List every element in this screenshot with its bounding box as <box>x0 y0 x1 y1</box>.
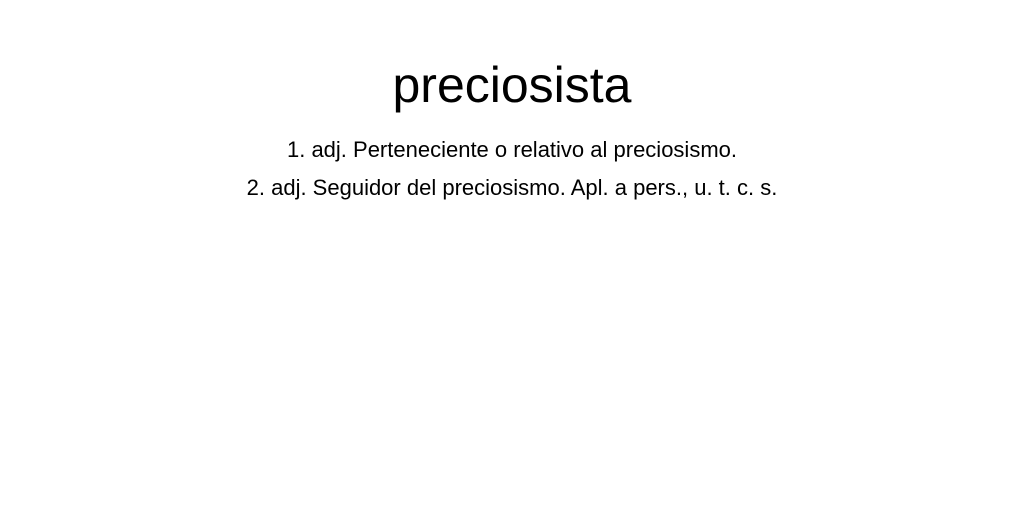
definition-2: 2. adj. Seguidor del preciosismo. Apl. a pers., u. t. c. s. <box>246 175 778 200</box>
entry-headword: preciosista <box>392 57 632 113</box>
definition-1: 1. adj. Perteneciente o relativo al preciosismo. <box>286 137 737 162</box>
definition-list <box>0 131 1024 207</box>
